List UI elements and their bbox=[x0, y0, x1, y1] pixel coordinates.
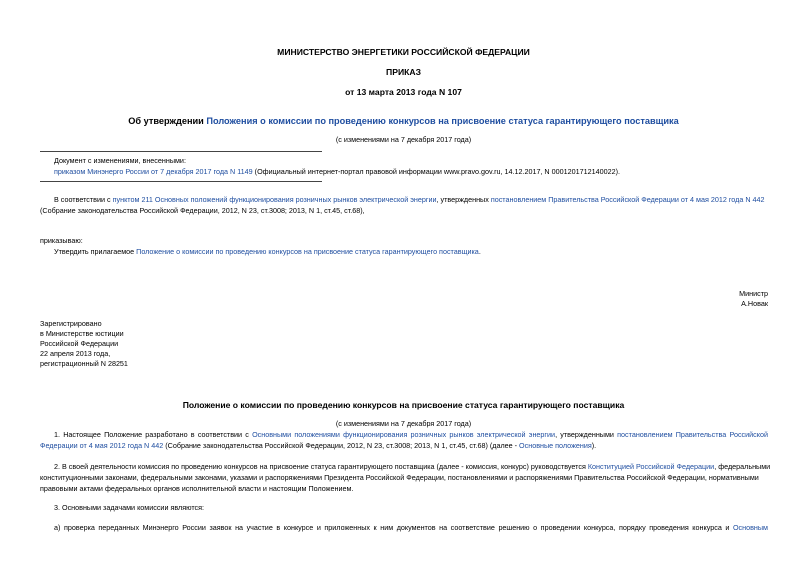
registration-line-2: в Министерстве юстиции bbox=[40, 329, 124, 338]
item1-text-d: ). bbox=[591, 441, 597, 450]
amendments-label: Документ с изменениями, внесенными: bbox=[54, 156, 186, 165]
item2-line-2: конституционными законами, федеральными законами, указами и распоряжениями Президента Российской Федерации, постановлениями и распоряжениями Правительства Российской Федерации, нормативными bbox=[40, 473, 759, 482]
registration-line-5: регистрационный N 28251 bbox=[40, 359, 128, 368]
item3a-line-1 bbox=[54, 523, 768, 532]
signature-position: Министр bbox=[739, 289, 768, 298]
doc-date-number: от 13 марта 2013 года N 107 bbox=[345, 87, 462, 97]
item2-text-b: , федеральными bbox=[714, 462, 771, 471]
basic-provisions-link-2[interactable]: Основными положениями функционирования розничных рынков электрической энергии bbox=[252, 430, 556, 439]
item1-text-a: 1. Настоящее Положение разработано в соответствии с bbox=[54, 430, 253, 439]
government-decree-link-3[interactable]: Федерации от 4 мая 2012 года N 442 bbox=[40, 441, 164, 450]
regulation-approved-link[interactable]: Положение о комиссии по проведению конкурсов на присвоение статуса гарантирующего поставщика bbox=[136, 247, 479, 256]
changes-note: (с изменениями на 7 декабря 2017 года) bbox=[335, 135, 472, 144]
basic-provisions-link[interactable]: пунктом 211 Основных положений функционирования розничных рынков электрической энергии bbox=[112, 195, 437, 204]
approve-suffix: . bbox=[478, 247, 481, 256]
preamble-text-1: В соответствии с bbox=[54, 195, 113, 204]
government-decree-link-2[interactable]: постановлением Правительства Российской bbox=[617, 430, 769, 439]
document-title bbox=[0, 116, 807, 127]
regulation-changes-note: (с изменениями на 7 декабря 2017 года) bbox=[335, 419, 472, 428]
registration-line-4: 22 апреля 2013 года, bbox=[40, 349, 111, 358]
item2-line-3: правовыми актами федеральных органов исполнительной власти и настоящим Положением. bbox=[40, 484, 354, 493]
item2-line-1 bbox=[54, 462, 770, 471]
amendments-source: (Официальный интернет-портал правовой информации www.pravo.gov.ru, 14.12.2017, N 0001201712140022). bbox=[252, 167, 620, 176]
signature-name: А.Новак bbox=[741, 299, 768, 308]
item1-text-c: (Собрание законодательства Российской Федерации, 2012, N 23, ст.3008; 2013, N 1, ст.45, ст.68) (далее - bbox=[163, 441, 520, 450]
doc-type-heading: ПРИКАЗ bbox=[386, 67, 421, 77]
preamble-line-1 bbox=[54, 195, 765, 204]
regulation-title-link[interactable]: Положения о комиссии по проведению конкурсов на присвоение статуса гарантирующего поставщика bbox=[206, 116, 679, 126]
divider-bottom bbox=[40, 181, 322, 182]
item3-line: 3. Основными задачами комиссии являются: bbox=[54, 503, 205, 512]
basic-provisions-link-3[interactable]: Основным bbox=[732, 523, 768, 532]
preamble-line-2: (Собрание законодательства Российской Федерации, 2012, N 23, ст.3008; 2013, N 1, ст.45, ст.68), bbox=[40, 206, 365, 215]
amendment-order-link[interactable]: приказом Минэнерго России от 7 декабря 2017 года N 1149 bbox=[54, 167, 253, 176]
item1-text-b: , утвержденными bbox=[555, 430, 618, 439]
approve-line bbox=[54, 247, 481, 256]
divider-top bbox=[40, 151, 322, 152]
item2-text-a: 2. В своей деятельности комиссия по проведению конкурсов на присвоение статуса гарантирующего поставщика (далее - комиссия, конкурс) руководствуется bbox=[54, 462, 588, 471]
government-decree-link[interactable]: постановлением Правительства Российской Федерации от 4 мая 2012 года N 442 bbox=[490, 195, 765, 204]
item1-line-1 bbox=[54, 430, 768, 439]
approve-prefix: Утвердить прилагаемое bbox=[54, 247, 137, 256]
ministry-heading: МИНИСТЕРСТВО ЭНЕРГЕТИКИ РОССИЙСКОЙ ФЕДЕРАЦИИ bbox=[277, 47, 530, 57]
preamble-text-2: , утвержденных bbox=[436, 195, 491, 204]
item3a-text: а) проверка переданных Минэнерго России заявок на участие в конкурсе и приложенных к ним документов на соответствие решению о проведении конкурса, порядку проведения конкурса и bbox=[54, 523, 733, 532]
document-title-prefix: Об утверждении bbox=[128, 116, 207, 126]
registration-line-3: Российской Федерации bbox=[40, 339, 119, 348]
order-word: приказываю: bbox=[40, 236, 83, 245]
basic-provisions-short-link[interactable]: Основные положения bbox=[519, 441, 592, 450]
amendments-line bbox=[54, 167, 620, 176]
item1-line-2 bbox=[40, 441, 596, 450]
registration-line-1: Зарегистрировано bbox=[40, 319, 102, 328]
constitution-link[interactable]: Конституцией Российской Федерации bbox=[587, 462, 715, 471]
regulation-title: Положение о комиссии по проведению конкурсов на присвоение статуса гарантирующего поставщика bbox=[182, 400, 625, 410]
